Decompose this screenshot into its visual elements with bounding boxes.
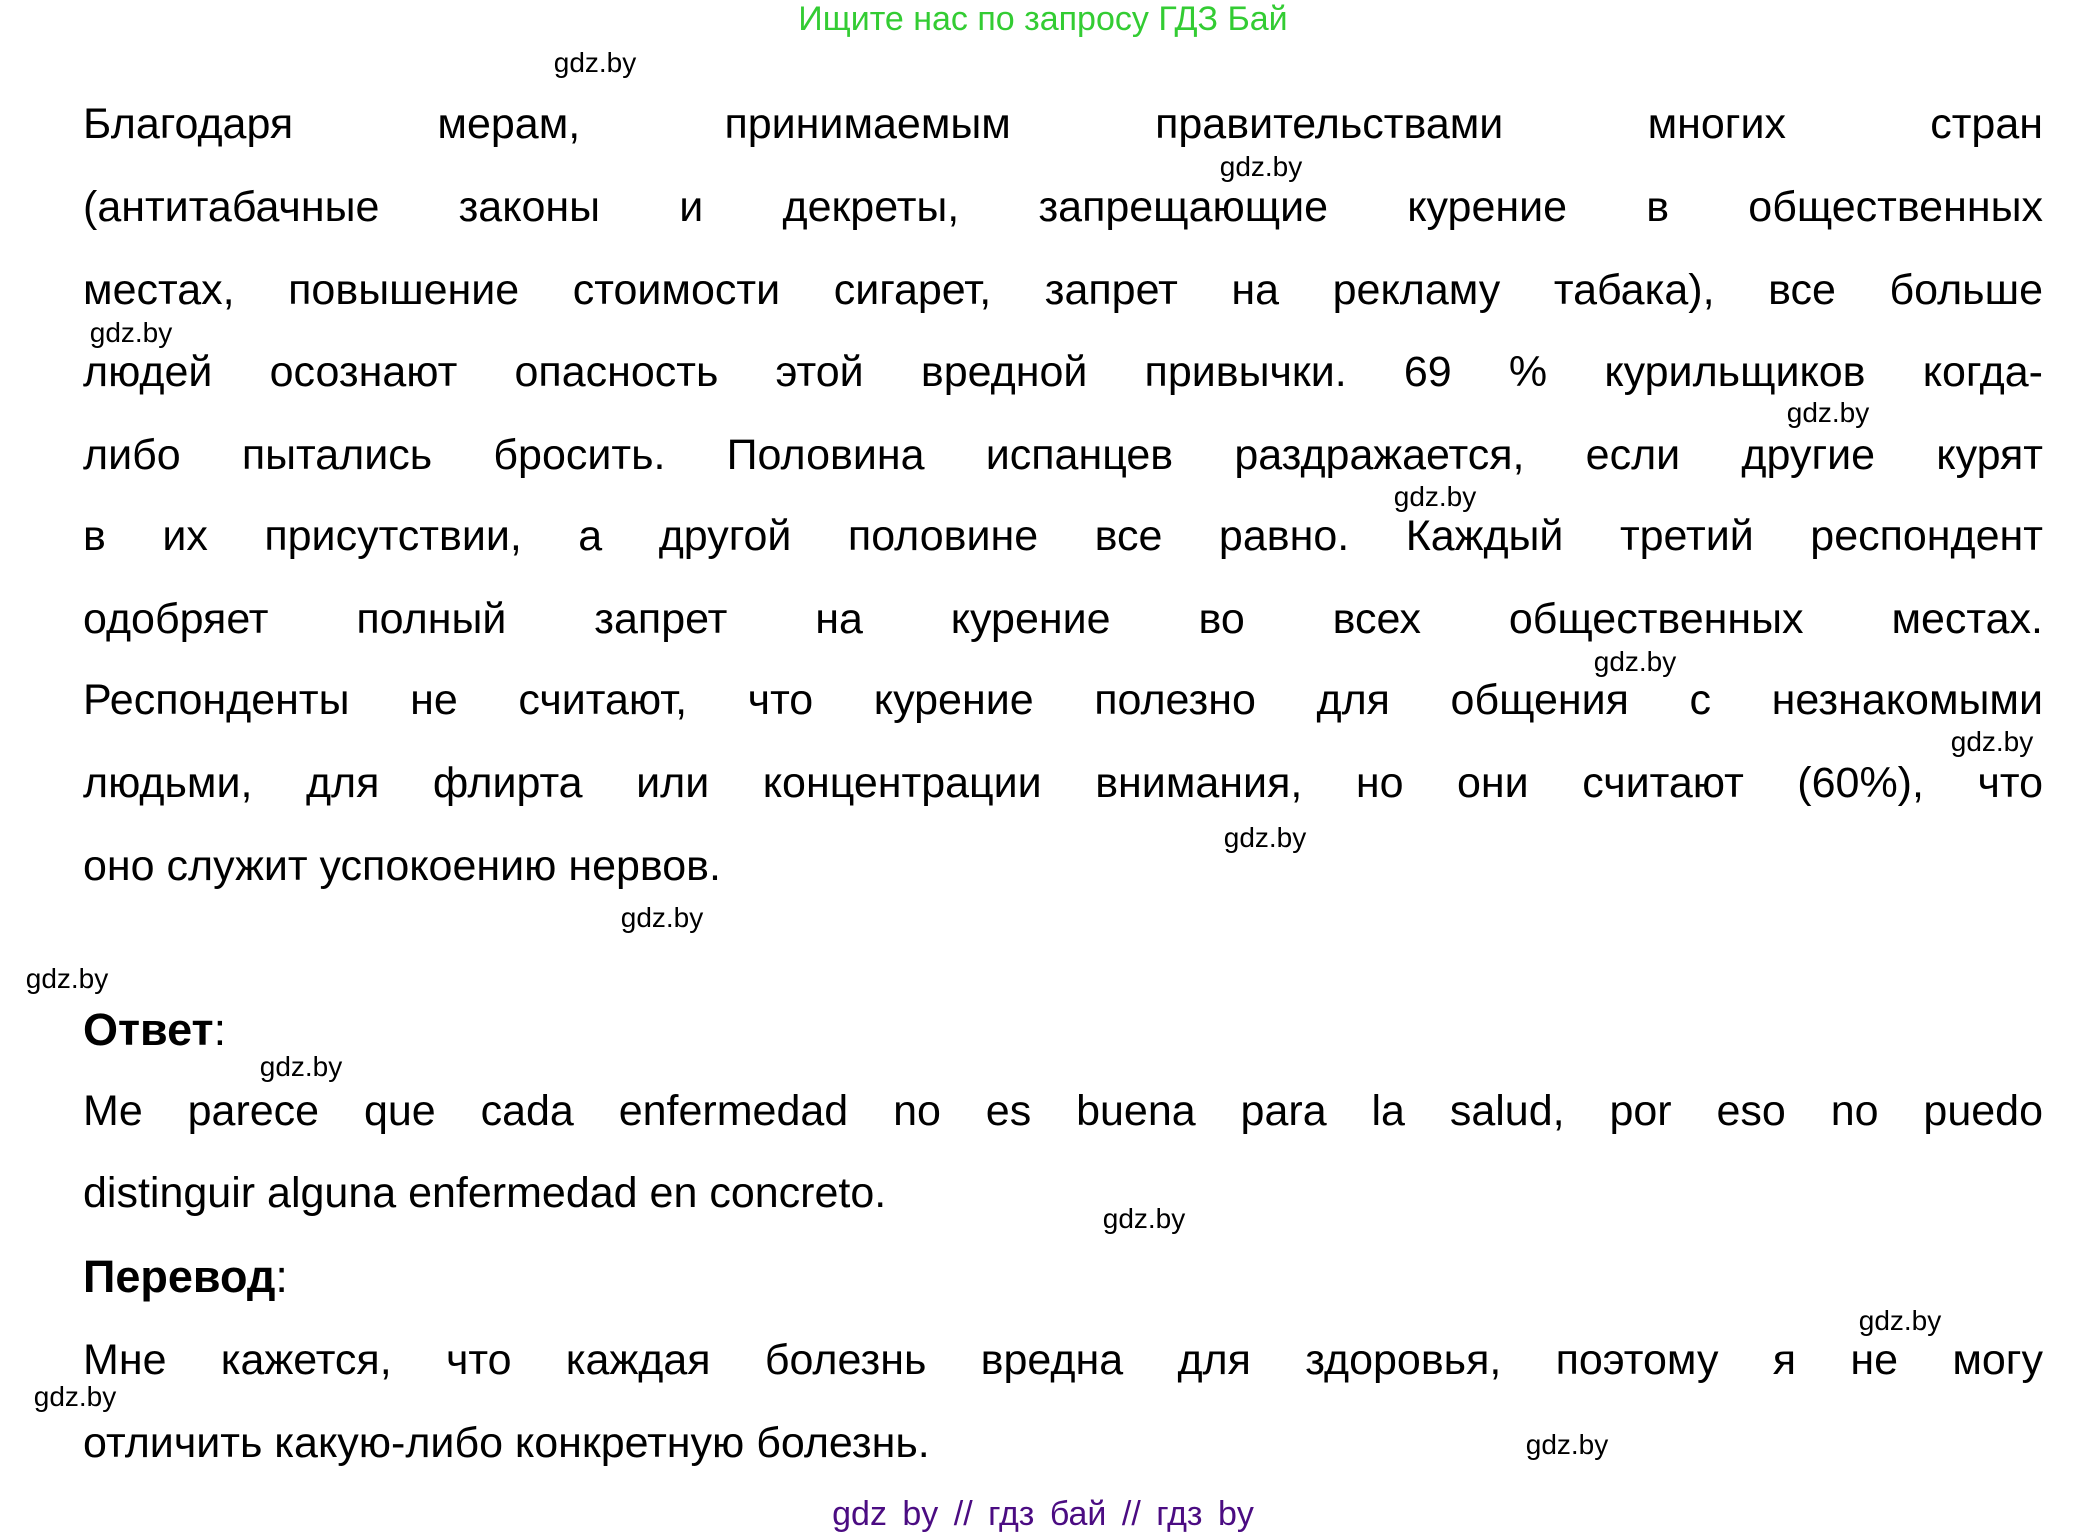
watermark: gdz.by bbox=[25, 963, 109, 994]
watermark: gdz.by bbox=[1102, 1203, 1186, 1234]
watermark: gdz.by bbox=[620, 902, 704, 933]
watermark: gdz.by bbox=[1525, 1429, 1609, 1460]
translation-line: отличить какую-либо конкретную болезнь. bbox=[83, 1419, 930, 1467]
watermark: gdz.by bbox=[1593, 646, 1677, 677]
watermark: gdz.by bbox=[1786, 397, 1870, 428]
search-banner: Ищите нас по запросу ГДЗ Бай bbox=[798, 0, 1288, 38]
translation-heading-colon: : bbox=[275, 1251, 288, 1302]
footer-links: gdz by // гдз бай // гдз by bbox=[832, 1495, 1254, 1533]
translation-line: Мне кажется, что каждая болезнь вредна для здоровья, поэтому я не могу bbox=[83, 1336, 2043, 1384]
answer-line: Me parece que cada enfermedad no es buena para la salud, por eso no puedo bbox=[83, 1087, 2043, 1135]
answer-heading-colon: : bbox=[213, 1004, 227, 1055]
paragraph-line: людьми, для флирта или концентрации внимания, но они считают (60%), что bbox=[83, 759, 2043, 807]
translation-heading-label: Перевод bbox=[83, 1251, 276, 1302]
watermark: gdz.by bbox=[1858, 1305, 1942, 1336]
paragraph-line: людей осознают опасность этой вредной привычки. 69 % курильщиков когда- bbox=[83, 348, 2043, 396]
paragraph-line: либо пытались бросить. Половина испанцев раздражается, если другие курят bbox=[83, 431, 2043, 479]
paragraph-line: местах, повышение стоимости сигарет, запрет на рекламу табака), все больше bbox=[83, 266, 2043, 314]
watermark: gdz.by bbox=[89, 317, 173, 348]
watermark: gdz.by bbox=[553, 47, 637, 78]
watermark: gdz.by bbox=[1393, 481, 1477, 512]
paragraph-line: (антитабачные законы и декреты, запрещающие курение в общественных bbox=[83, 183, 2043, 231]
answer-heading bbox=[83, 1002, 226, 1058]
watermark: gdz.by bbox=[259, 1051, 343, 1082]
watermark: gdz.by bbox=[1223, 822, 1307, 853]
paragraph-line: в их присутствии, а другой половине все равно. Каждый третий респондент bbox=[83, 512, 2043, 560]
paragraph-line: Благодаря мерам, принимаемым правительствами многих стран bbox=[83, 100, 2043, 148]
translation-heading bbox=[83, 1249, 288, 1305]
watermark: gdz.by bbox=[1950, 726, 2034, 757]
paragraph-line: одобряет полный запрет на курение во всех общественных местах. bbox=[83, 595, 2043, 643]
answer-heading-label: Ответ bbox=[83, 1004, 214, 1055]
answer-line: distinguir alguna enfermedad en concreto. bbox=[83, 1169, 887, 1217]
watermark: gdz.by bbox=[33, 1381, 117, 1412]
watermark: gdz.by bbox=[1219, 151, 1303, 182]
paragraph-line: оно служит успокоению нервов. bbox=[83, 842, 721, 890]
paragraph-line: Респонденты не считают, что курение полезно для общения с незнакомыми bbox=[83, 676, 2043, 724]
